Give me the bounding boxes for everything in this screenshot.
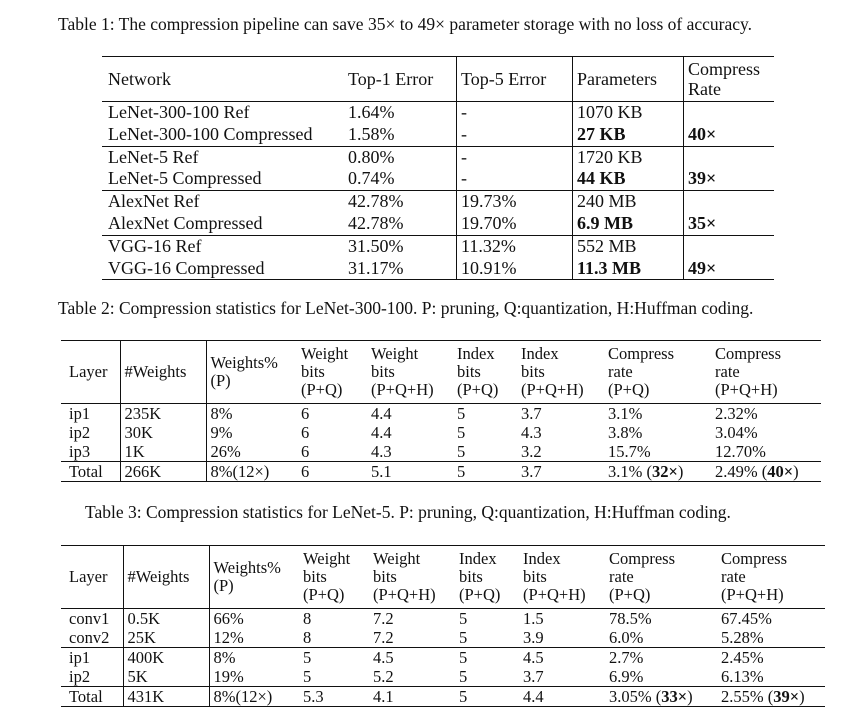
compress-rate (684, 146, 775, 168)
index-bits-pq: 5 (459, 628, 468, 647)
index-bits-pq: 5 (457, 462, 466, 481)
layer-name: conv1 (61, 609, 123, 629)
top1-error: 1.58% (344, 124, 457, 146)
header-weight-bits-pqh: Weight bits (P+Q+H) (373, 549, 436, 604)
network-name: LeNet-5 Ref (108, 146, 199, 167)
weights-count: 400K (123, 648, 209, 668)
layer-name: Total (61, 687, 123, 707)
table3-caption: Table 3: Compression statistics for LeNet-5. P: pruning, Q:quantization, H:Huffman coding. (85, 502, 731, 522)
weight-bits-pq: 8 (303, 628, 312, 647)
top5-error: 11.32% (457, 235, 573, 257)
compress-rate (684, 191, 775, 213)
weights-count: 0.5K (123, 609, 209, 629)
compress-rate-pq: 78.5% (609, 609, 652, 628)
weight-bits-pqh: 4.4 (371, 404, 392, 423)
header-network: Network (108, 69, 171, 89)
compress-rate-pq: 3.8% (608, 423, 643, 442)
index-bits-pqh: 3.9 (523, 628, 544, 647)
table-row (102, 191, 774, 213)
compress-rate-pq: 3.1% (32×) (608, 462, 684, 481)
table-row (61, 648, 825, 668)
weights-count: 266K (120, 462, 206, 482)
header-weights-pct: Weights% (P) (210, 353, 278, 390)
parameters: 6.9 MB (573, 213, 684, 235)
weights-pct: 66% (213, 609, 244, 628)
parameters: 552 MB (573, 235, 684, 257)
index-bits-pq: 5 (459, 648, 468, 667)
weights-pct: 8% (210, 404, 233, 423)
top5-error: 19.70% (457, 213, 573, 235)
table-row (102, 124, 774, 146)
top5-error: - (457, 168, 573, 190)
header-top5-error: Top-5 Error (457, 57, 573, 102)
network-name: AlexNet Compressed (108, 212, 263, 233)
weights-pct: 8% (213, 648, 236, 667)
index-bits-pqh: 1.5 (523, 609, 544, 628)
table-row (61, 404, 821, 424)
weights-pct: 9% (210, 423, 233, 442)
table-row (61, 667, 825, 687)
compress-rate (684, 235, 775, 257)
compress-rate (684, 102, 775, 124)
table-row (102, 213, 774, 235)
top1-error: 31.50% (344, 235, 457, 257)
header-compress-rate-pqh: Compress rate (P+Q+H) (721, 549, 787, 604)
table-total-row (61, 687, 825, 707)
compress-rate-pqh: 3.04% (715, 423, 758, 442)
compress-rate-pqh: 2.45% (721, 648, 764, 667)
weights-count: 431K (123, 687, 209, 707)
header-compress-rate-pq: Compress rate (P+Q) (609, 549, 675, 604)
layer-name: conv2 (61, 628, 123, 648)
weights-pct: 26% (210, 442, 241, 461)
table-row (102, 102, 774, 124)
weight-bits-pq: 6 (301, 423, 310, 442)
weights-count: 5K (123, 667, 209, 687)
header-compress-rate-pq: Compress rate (P+Q) (608, 344, 674, 399)
table2-caption: Table 2: Compression statistics for LeNet-300-100. P: pruning, Q:quantization, H:Huffman coding. (58, 298, 754, 318)
weights-pct: 19% (213, 667, 244, 686)
parameters: 1070 KB (573, 102, 684, 124)
table-row (102, 146, 774, 168)
layer-name: ip1 (61, 648, 123, 668)
table-header-row (61, 546, 825, 609)
table-row (61, 628, 825, 648)
header-index-bits-pq: Index bits (P+Q) (457, 344, 499, 399)
compress-rate: 40× (688, 123, 717, 144)
table1-caption: Table 1: The compression pipeline can save 35× to 49× parameter storage with no loss of accuracy. (58, 14, 752, 34)
table-header-row (102, 57, 774, 102)
index-bits-pq: 5 (459, 609, 468, 628)
table-total-row (61, 462, 821, 482)
table-header-row (61, 341, 821, 404)
index-bits-pqh: 3.7 (521, 462, 542, 481)
weight-bits-pq: 8 (303, 609, 312, 628)
layer-name: ip2 (61, 667, 123, 687)
network-name: LeNet-300-100 Compressed (108, 123, 313, 144)
compress-rate-pq: 3.1% (608, 404, 643, 423)
header-weights-pct: Weights% (P) (213, 558, 281, 595)
index-bits-pq: 5 (457, 423, 466, 442)
top5-error: - (457, 146, 573, 168)
index-bits-pqh: 3.2 (521, 442, 542, 461)
weight-bits-pqh: 4.3 (371, 442, 392, 461)
header-weight-bits-pq: Weight bits (P+Q) (303, 549, 351, 604)
header-weights: #Weights (123, 546, 209, 609)
weights-pct: 12% (213, 628, 244, 647)
compress-rate-pqh: 2.55% (39×) (721, 687, 805, 706)
index-bits-pqh: 3.7 (521, 404, 542, 423)
header-index-bits-pqh: Index bits (P+Q+H) (523, 549, 586, 604)
index-bits-pq: 5 (457, 404, 466, 423)
network-name: VGG-16 Compressed (108, 257, 265, 278)
weights-pct: 8%(12×) (210, 462, 270, 481)
weight-bits-pqh: 4.5 (373, 648, 394, 667)
compress-rate-pqh: 5.28% (721, 628, 764, 647)
table-row (61, 442, 821, 462)
weight-bits-pq: 5.3 (303, 687, 324, 706)
weight-bits-pqh: 7.2 (373, 609, 394, 628)
header-parameters: Parameters (573, 57, 684, 102)
weight-bits-pqh: 7.2 (373, 628, 394, 647)
header-layer: Layer (61, 546, 123, 609)
header-index-bits-pqh: Index bits (P+Q+H) (521, 344, 584, 399)
table2-lenet300-stats (61, 340, 821, 482)
top5-error: - (457, 124, 573, 146)
index-bits-pq: 5 (459, 687, 468, 706)
compress-rate: 35× (688, 212, 717, 233)
index-bits-pqh: 4.5 (523, 648, 544, 667)
layer-name: Total (61, 462, 120, 482)
header-weights: #Weights (120, 341, 206, 404)
compress-rate-pq: 6.0% (609, 628, 644, 647)
table-row (61, 609, 825, 629)
compress-rate-pq: 6.9% (609, 667, 644, 686)
weight-bits-pqh: 4.1 (373, 687, 394, 706)
weights-pct: 8%(12×) (213, 687, 273, 706)
header-top1-error: Top-1 Error (344, 57, 457, 102)
table-row (102, 235, 774, 257)
header-compress-rate: Compress Rate (688, 59, 760, 99)
compress-rate-pqh: 2.32% (715, 404, 758, 423)
header-weight-bits-pq: Weight bits (P+Q) (301, 344, 349, 399)
compress-rate-pq: 3.05% (33×) (609, 687, 693, 706)
top1-error: 1.64% (344, 102, 457, 124)
index-bits-pq: 5 (457, 442, 466, 461)
parameters: 11.3 MB (573, 258, 684, 280)
weights-count: 235K (120, 404, 206, 424)
parameters: 27 KB (573, 124, 684, 146)
top1-error: 31.17% (344, 258, 457, 280)
layer-name: ip2 (61, 423, 120, 442)
parameters: 1720 KB (573, 146, 684, 168)
top1-error: 42.78% (344, 213, 457, 235)
weights-count: 25K (123, 628, 209, 648)
index-bits-pqh: 4.4 (523, 687, 544, 706)
table1-compression-summary (102, 56, 774, 280)
weights-count: 30K (120, 423, 206, 442)
weight-bits-pq: 5 (303, 648, 312, 667)
index-bits-pqh: 4.3 (521, 423, 542, 442)
network-name: LeNet-300-100 Ref (108, 102, 250, 122)
layer-name: ip1 (61, 404, 120, 424)
index-bits-pq: 5 (459, 667, 468, 686)
compress-rate-pqh: 2.49% (40×) (715, 462, 799, 481)
header-compress-rate-pqh: Compress rate (P+Q+H) (715, 344, 781, 399)
parameters: 240 MB (573, 191, 684, 213)
compress-rate-pqh: 6.13% (721, 667, 764, 686)
compress-rate-pq: 2.7% (609, 648, 644, 667)
network-name: LeNet-5 Compressed (108, 168, 262, 189)
compress-rate-pqh: 12.70% (715, 442, 766, 461)
weight-bits-pq: 6 (301, 462, 310, 481)
top1-error: 0.80% (344, 146, 457, 168)
compress-rate-pq: 15.7% (608, 442, 651, 461)
network-name: VGG-16 Ref (108, 235, 202, 256)
network-name: AlexNet Ref (108, 191, 200, 212)
index-bits-pqh: 3.7 (523, 667, 544, 686)
top1-error: 0.74% (344, 168, 457, 190)
top5-error: 10.91% (457, 258, 573, 280)
weight-bits-pqh: 5.1 (371, 462, 392, 481)
weight-bits-pq: 6 (301, 404, 310, 423)
table-row (102, 258, 774, 280)
table-row (61, 423, 821, 442)
weight-bits-pqh: 5.2 (373, 667, 394, 686)
compress-rate: 39× (688, 168, 717, 189)
compress-rate: 49× (688, 257, 717, 278)
header-layer: Layer (61, 341, 120, 404)
table-row (102, 168, 774, 190)
weights-count: 1K (120, 442, 206, 462)
table3-lenet5-stats (61, 545, 825, 707)
layer-name: ip3 (61, 442, 120, 462)
top5-error: - (457, 102, 573, 124)
weight-bits-pq: 5 (303, 667, 312, 686)
top1-error: 42.78% (344, 191, 457, 213)
header-weight-bits-pqh: Weight bits (P+Q+H) (371, 344, 434, 399)
weight-bits-pq: 6 (301, 442, 310, 461)
parameters: 44 KB (573, 168, 684, 190)
header-index-bits-pq: Index bits (P+Q) (459, 549, 501, 604)
weight-bits-pqh: 4.4 (371, 423, 392, 442)
top5-error: 19.73% (457, 191, 573, 213)
compress-rate-pqh: 67.45% (721, 609, 772, 628)
